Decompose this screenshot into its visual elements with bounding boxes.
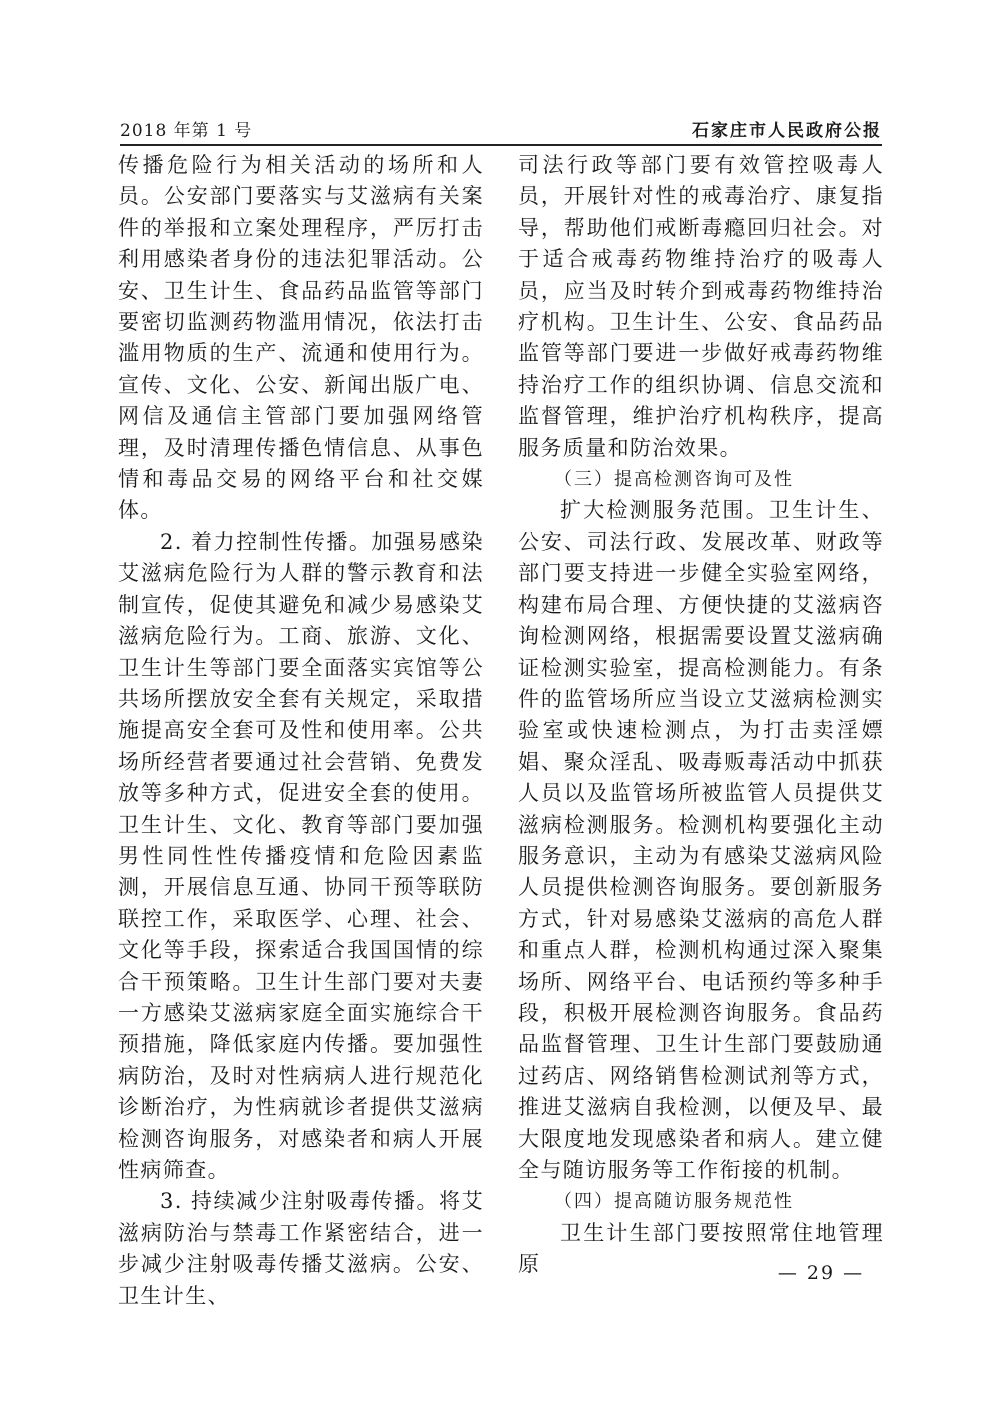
paragraph-injection-drug: 3. 持续减少注射吸毒传播。将艾滋病防治与禁毒工作紧密结合，进一步减少注射吸毒传播艾滋病。公安、卫生计生、 [118,1189,484,1308]
paragraph-followup: 卫生计生部门要按照常住地管理原 [518,1220,884,1277]
right-column [518,150,884,1281]
publication-title: 石家庄市人民政府公报 [692,121,882,141]
issue-label: 2018 年第 1 号 [120,121,253,141]
left-column [118,150,484,1312]
paragraph-continued: 传播危险行为相关活动的场所和人员。公安部门要落实与艾滋病有关案件的举报和立案处理程序，严厉打击利用感染者身份的违法犯罪活动。公安、卫生计生、食品药品监管等部门要密切监测药物滥用情况，依法打击滥用物质的生产、流通和使用行为。宣传、文化、公安、新闻出版广电、网信及通信主管部门要加强网络管理，及时清理传播色情信息、从事色情和毒品交易的网络平台和社交媒体。 [118,153,484,523]
paragraph-sexual-transmission: 2. 着力控制性传播。加强易感染艾滋病危险行为人群的警示教育和法制宣传，促使其避免和减少易感染艾滋病危险行为。工商、旅游、文化、卫生计生等部门要全面落实宾馆等公共场所摆放安全套有关规定，采取措施提高安全套可及性和使用率。公共场所经营者要通过社会营销、免费发放等多种方式，促进安全套的使用。卫生计生、文化、教育等部门要加强男性同性性传播疫情和危险因素监测，开展信息互通、协同干预等联防联控工作，采取医学、心理、社会、文化等手段，探索适合我国国情的综合干预策略。卫生计生部门要对夫妻一方感染艾滋病家庭全面实施综合干预措施，降低家庭内传播。要加强性病防治，及时对性病病人进行规范化诊断治疗，为性病就诊者提供艾滋病检测咨询服务，对感染者和病人开展性病筛查。 [118,529,484,1182]
paragraph-continued-right: 司法行政等部门要有效管控吸毒人员，开展针对性的戒毒治疗、康复指导，帮助他们戒断毒瘾回归社会。对于适合戒毒药物维持治疗的吸毒人员，应当及时转介到戒毒药物维持治疗机构。卫生计生、公安、食品药品监管等部门要进一步做好戒毒药物维持治疗工作的组织协调、信息交流和监督管理，维护治疗机构秩序，提高服务质量和防治效果。 [518,153,884,460]
paragraph-testing-services: 扩大检测服务范围。卫生计生、公安、司法行政、发展改革、财政等部门要支持进一步健全实验室网络，构建布局合理、方便快捷的艾滋病咨询检测网络，根据需要设置艾滋病确证检测实验室，提高检测能力。有条件的监管场所应当设立艾滋病检测实验室或快速检测点，为打击卖淫嫖娼、聚众淫乱、吸毒贩毒活动中抓获人员以及监管场所被监管人员提供艾滋病检测服务。检测机构要强化主动服务意识，主动为有感染艾滋病风险人员提供检测咨询服务。要创新服务方式，针对易感染艾滋病的高危人群和重点人群，检测机构通过深入聚集场所、网络平台、电话预约等多种手段，积极开展检测咨询服务。食品药品监督管理、卫生计生部门要鼓励通过药店、网络销售检测试剂等方式，推进艾滋病自我检测，以便及早、最大限度地发现感染者和病人。建立健全与随访服务等工作衔接的机制。 [518,498,884,1182]
page-header [120,112,882,146]
page-number: — 29 — [777,1262,865,1284]
section-heading-testing: （三）提高检测咨询可及性 [554,469,794,491]
section-heading-followup: （四）提高随访服务规范性 [554,1191,794,1213]
